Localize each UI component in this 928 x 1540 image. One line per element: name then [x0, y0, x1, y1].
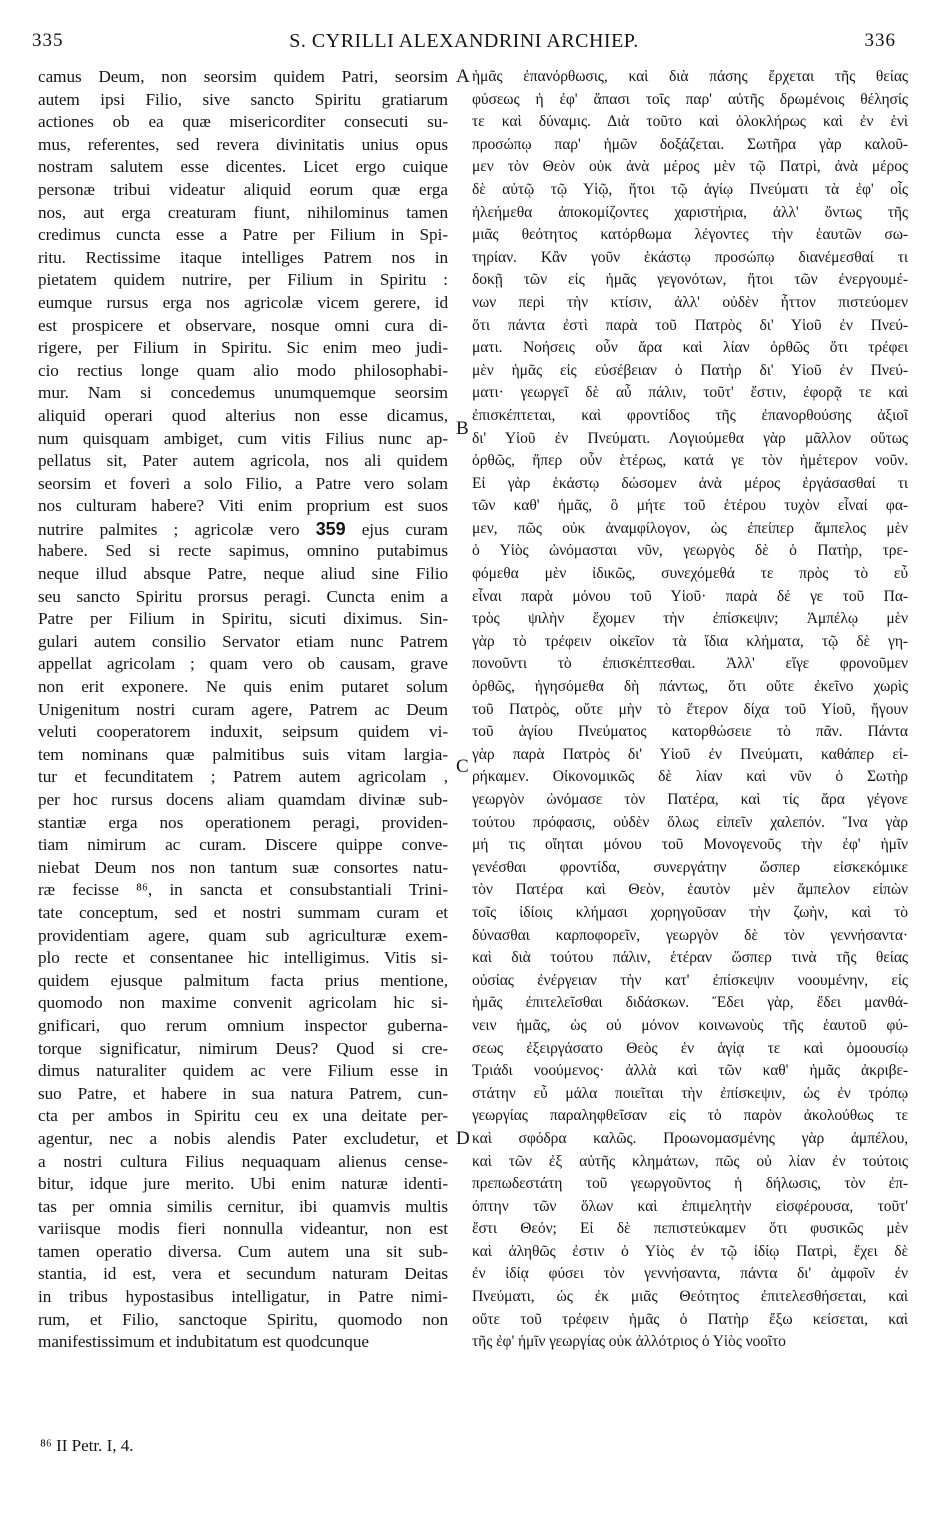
text-line: personæ tribui videatur aliquid eorum quæ erga	[38, 179, 448, 199]
text-line: μὲν ἡμᾶς εἰς εὐσέβειαν ὁ Πατὴρ δι' Υἱοῦ ἐν Πνεύ-	[472, 361, 908, 379]
text-line: a nostri cultura Filius nequaquam alienus cense-	[38, 1151, 448, 1171]
text-line: niebat Deum nos non tantum suæ consortes natu-	[38, 857, 448, 877]
text-line: cta per ambos in Spiritu ceu ex una deitate per-	[38, 1106, 448, 1126]
footnote: ⁸⁶ II Petr. I, 4.	[40, 1436, 134, 1455]
text-line: Τριάδι νοούμενος· ἀλλὰ καὶ τῶν καθ' ἡμᾶς ἀκριβε-	[472, 1062, 908, 1080]
text-line: στάτην εὖ μάλα ποιεῖται τὴν ἐπίσκεψιν, ὡς ἐν τρόπῳ	[472, 1084, 908, 1102]
text-line: προσώπῳ παρ' ἡμῶν δοξάζεται. Σωτῆρα γὰρ καλοῦ-	[472, 135, 908, 153]
text-line: γεωργίας παραληφθεῖσαν εἰς τὸ παρὸν ἀκολούθως τε	[472, 1107, 908, 1125]
text-line: tem nominans quæ palmitibus suis vitam largia-	[38, 744, 448, 764]
text-line: non erit exponere. Ne quis enim putaret solum	[38, 677, 448, 697]
text-line: γενέσθαι φροντίδα, συνεργάτην ὥσπερ εἰσκεκόμικε	[472, 858, 908, 876]
text-line: ἠλεήμεθα ἀποκομίζοντες χαριστήρια, ἀλλ' ὄντως τῆς	[472, 203, 908, 221]
greek-column	[472, 66, 908, 1354]
text-line: est prospicere et observare, nosque omni cura di-	[38, 315, 448, 335]
margin-letter-a: A	[456, 66, 470, 87]
text-line: camus Deum, non seorsim quidem Patri, seorsim	[38, 67, 448, 86]
text-line: stantia, id est, vera et secundum naturam Deitas	[38, 1264, 448, 1284]
text-line: φόμεθα μὲν ἰδικῶς, συνεχόμεθά τε πρὸς τὸ εὖ	[472, 565, 908, 583]
text-line: πρεπωδεστάτη τοῦ γεωργοῦντος ἡ δήλωσις, τὸν ἐπ-	[472, 1175, 908, 1193]
text-line: dimus naturaliter quidem ac vere Filium esse in	[38, 1061, 448, 1081]
text-line: eumque rursus erga nos agricolæ vicem gerere, id	[38, 292, 448, 312]
text-line: credimus cuncta esse a Patre per Filium in Spi-	[38, 225, 448, 245]
text-line: ὅτι πάντα ἐστὶ παρὰ τοῦ Πατρὸς δι' Υἱοῦ ἐν Πνεύ-	[472, 316, 908, 334]
text-line: Patre per Filium in Spiritu, sicuti diximus. Sin-	[38, 609, 448, 629]
text-line: γὰρ παρὰ Πατρὸς δι' Υἱοῦ ἐν Πνεύματι, καθάπερ εἰ-	[472, 745, 908, 763]
text-line: ρήκαμεν. Οἰκονομικῶς δὲ λίαν καὶ νῦν ὁ Σωτὴρ	[472, 768, 908, 786]
text-line: τοῦ Πατρὸς, οὔτε μὴν τὸ ἕτερον δίχα τοῦ Υἱοῦ, ἤγουν	[472, 700, 908, 718]
text-line: Πνεύματι, ὡς ἐκ μιᾶς Θεότητος ἐπιτελεσθήσεται, καὶ	[472, 1288, 908, 1306]
text-line: suo Patre, et habere in sua natura Patrem, cun-	[38, 1083, 448, 1103]
text-line: ματι· γεωργεῖ δὲ αὖ πάλιν, τοῦτ' ἔστιν, ἐφορᾷ τε καὶ	[472, 384, 908, 402]
text-line: οὐσίας ἐνέργειαν τὴν κατ' ἐπίσκεψιν νοουμένην, εἰς	[472, 971, 908, 989]
text-line: γὰρ τὸ τρέφειν οἰκεῖον τὰ ἴδια κλήματα, τῷ δὲ γη-	[472, 632, 908, 650]
text-line: tas per omnia similis cernitur, ibi quamvis multis	[38, 1196, 448, 1216]
margin-letter-d: D	[456, 1128, 470, 1149]
text-line: quidem ejusque palmitum facta prius mentione,	[38, 970, 448, 990]
text-line: plo recte et consentanee hic intelligimus. Vitis si-	[38, 948, 448, 968]
text-line: in tribus hypostasibus intelligatur, in Patre nimi-	[38, 1287, 448, 1307]
running-header	[26, 30, 902, 56]
text-line: quomodo non maxime convenit agricolam hic si-	[38, 993, 448, 1013]
text-line: per hoc rursus docens aliam quamdam divinæ sub-	[38, 790, 448, 809]
text-line: δι' Υἱοῦ ἐν Πνεύματι. Λογιούμεθα γὰρ μᾶλλον οὕτως	[472, 429, 908, 447]
text-line: τηρίαν. Κἂν γοῦν ἑκάστῳ προσώπῳ διανέμεσθαί τι	[472, 248, 908, 266]
text-line: ἐπισκέπτεται, καὶ φροντίδος τῆς ἐπανορθούσης ἀξιοῖ	[472, 406, 908, 424]
column-number: 359	[315, 518, 346, 539]
text-line: pietatem quidem nutrire, per Filium in Spiritu :	[38, 270, 448, 290]
text-line: μεν, πῶς οὐκ ἀναμφίλογον, ὡς ἐπείπερ ἄμπελος μὲν	[472, 519, 908, 537]
text-line: tiam nimirum ac curam. Discere quippe conve-	[38, 835, 448, 855]
text-line: gnificari, quo rerum omnium inspector guberna-	[38, 1015, 448, 1035]
text-line: μή τις οἴηται μόνου τοῦ Μονογενοῦς τὴν ἐφ' ἡμῖν	[472, 836, 908, 854]
text-line: aliquid operari quod alterius non esse dicamus,	[38, 405, 448, 425]
margin-letter-c: C	[456, 756, 469, 777]
text-line: δύνασθαι καρποφορεῖν, γεωργὸν δὲ τὸν γεννήσαντα·	[472, 926, 908, 944]
text-line: οὔτε τοῦ τρέφειν ἡμᾶς ὁ Πατὴρ ἔξω κείσεται, καὶ	[472, 1310, 908, 1328]
text-line: ὀρθῶς, ἡγησόμεθα δὴ πάντως, ὅτι οὔτε ἐκεῖνο χωρὶς	[472, 678, 908, 696]
text-line: νων περὶ τὴν κτίσιν, ἀλλ' οὐδὲν ἧττον πιστεύομεν	[472, 293, 908, 311]
text-line: ἐν ἰδίᾳ φύσει τὸν γεννήσαντα, πάντα δι' ἀμφοῖν ἐν	[472, 1265, 908, 1283]
text-line: καὶ τῶν ἐξ αὐτῆς κλημάτων, πῶς οὐ λίαν ἐν τούτοις	[472, 1152, 908, 1170]
text-line: σεως ἐξειργάσατο Θεὸς ἐν ἁγίᾳ τε καὶ ὁμοουσίῳ	[472, 1039, 908, 1057]
text-line: torque significatur, nimirum Deus? Quod si cre-	[38, 1038, 448, 1058]
text-line: εἶναι παρὰ μόνου τοῦ Υἱοῦ· παρὰ δέ γε τοῦ Πα-	[472, 587, 908, 605]
text-line: providentiam agere, quam sub agriculturæ exem-	[38, 925, 448, 945]
text-line: cio rectius longe quam alio modo philosophabi-	[38, 360, 448, 380]
text-line: καὶ σφόδρα καλῶς. Προωνομασμένης γὰρ ἀμπέλου,	[472, 1129, 908, 1147]
text-line: appellat agricolam ; quam vero ob causam, grave	[38, 654, 448, 674]
text-line: bitur, idque jure merito. Ubi enim naturæ identi-	[38, 1174, 448, 1194]
text-line: agentur, nec a nobis alendis Pater excludetur, et	[38, 1128, 448, 1148]
text-line: τῆς ἐφ' ἡμῖν γεωργίας οὐκ ἀλλότριος ὁ Υἱὸς νοοῖτο	[472, 1333, 786, 1351]
text-line: όπτην τῶν ὅλων καὶ ἐπιμελητὴν εἰσφέρουσα, τοῦτ'	[472, 1197, 908, 1215]
text-line: stantiæ erga nos operationem peragi, providen-	[38, 812, 448, 832]
text-line: δοκῇ τῶν εἰς ἡμᾶς γεγονότων, ἤτοι τῶν ἐνεργουμέ-	[472, 271, 908, 289]
text-line: τε καὶ δύναμις. Διὰ τοῦτο καὶ ὁλοκλήρως καὶ ἐν ἑνὶ	[472, 113, 908, 131]
text-line: νειν ἡμᾶς, ὡς οὐ μόνον κοινωνοὺς τῆς ἑαυτοῦ φύ-	[472, 1016, 908, 1034]
text-line: variisque modis fieri nonnulla videantur, non est	[38, 1219, 448, 1239]
text-line: rigere, per Filium in Spiritu. Sic enim meo judi-	[38, 338, 448, 358]
text-line: ἡμᾶς ἐπανόρθωσις, καὶ διὰ πάσης ἔρχεται τῆς θείας	[472, 68, 908, 85]
text-line: τοῖς ἰδίοις κλήμασι χορηγοῦσαν τὴν ζωὴν, καὶ τὸ	[472, 903, 908, 921]
latin-column	[38, 66, 448, 1354]
text-line: τούτου πρόφασις, οὐδὲν ὅλως εἰπεῖν χαλεπόν. Ἵνα γὰρ	[472, 813, 908, 831]
text-line: nostram salutem esse dicentes. Licet ergo cuique	[38, 157, 448, 177]
text-line: actiones ob ea quæ misericorditer consecuti su-	[38, 112, 448, 132]
text-line: tur et fecunditatem ; Patrem autem agricolam ,	[38, 767, 448, 787]
text-line: ritu. Rectissime itaque intelliges Patrem nos in	[38, 247, 448, 267]
text-line: veluti cooperatorem induxit, seipsum quidem vi-	[38, 722, 448, 742]
text-line: καὶ ἀληθῶς ἐστιν ὁ Υἱὸς ἐν τῷ ἰδίῳ Πατρὶ, ἔχει δὲ	[472, 1242, 908, 1260]
text-line: Unigenitum nostri curam agere, Patrem ac Deum	[38, 699, 448, 719]
text-line: ἔστι Θεόν; Εἰ δὲ πεπιστεύκαμεν ὅτι φυσικῶς μὲν	[472, 1220, 908, 1238]
text-line: tamen operatio diversa. Cum autem una sit sub-	[38, 1241, 448, 1261]
text-line: habere. Sed si recte sapimus, omnino putabimus	[38, 541, 448, 561]
margin-letter-b: B	[456, 418, 469, 439]
right-page-number: 336	[864, 30, 896, 51]
text-line: gulari autem consilio Servator etiam nunc Patrem	[38, 631, 448, 651]
text-line: τῶν καθ' ἡμᾶς, ὃ μήτε τοῦ ἑτέρου τυχὸν εἶναί φα-	[472, 497, 908, 515]
text-line: autem ipsi Filio, sive sancto Spiritu gratiarum	[38, 89, 448, 109]
text-line: φύσεως ἡ ἐφ' ἅπασι τοῖς παρ' αὐτῆς δρωμένοις θέλησίς	[472, 90, 908, 108]
text-line: τὸν Πατέρα καὶ Θεὸν, ἑαυτὸν μὲν ἄμπελον εἰπὼν	[472, 881, 908, 899]
text-line: ὀρθῶς, ἤπερ οὖν ἑτέρως, κατά γε τὸν ἡμέτερον νοῦν.	[472, 452, 908, 470]
text-line: nos, aut erga creaturam fiunt, nihilominus tamen	[38, 202, 448, 222]
text-line: ματι. Νοήσεις οὖν ἄρα καὶ λίαν ὀρθῶς ὅτι τρέφει	[472, 339, 908, 357]
text-line: tate conceptum, sed et nostri summam curam et	[38, 902, 448, 922]
text-line	[38, 518, 448, 541]
text-line: γεωργὸν ὠνόμασε τὸν Πατέρα, καὶ τίς ἄρα γέγονε	[472, 791, 908, 808]
text-segment: nutrire palmites ; agricolæ vero	[38, 519, 300, 539]
text-line: rum, et Filio, sanctoque Spiritu, quomodo non	[38, 1309, 448, 1329]
text-line: τοῦ ἁγίου Πνεύματος κατορθώσειε τὸ πᾶν. Πάντα	[472, 723, 908, 741]
text-line: καὶ διὰ τούτου πάλιν, ἑτέραν ὥσπερ τινὰ τῆς θείας	[472, 949, 908, 967]
text-line: ἡμᾶς ἐπιτελεῖσθαι διδάσκων. Ἔδει γὰρ, ἔδει μανθά-	[472, 994, 908, 1012]
text-line: δὲ αὐτῷ τῷ Υἱῷ, ἤτοι τῷ ἁγίῳ Πνεύματι τὰ ἐφ' οἷς	[472, 180, 908, 198]
text-line: pellatus sit, Pater autem agricola, nos ali quidem	[38, 451, 448, 471]
text-line: ὁ Υἱὸς ὠνόμασται νῦν, γεωργὸς δὲ ὁ Πατὴρ, τρε-	[472, 542, 908, 560]
text-line: πονοῦντι τὸ ἐπισκέπτεσθαι. Ἀλλ' εἴγε φρονοῦμεν	[472, 655, 908, 673]
text-line: manifestissimum et indubitatum est quodcunque	[38, 1332, 369, 1352]
left-page-number: 335	[32, 30, 64, 51]
text-line: nos culturam habere? Viti enim proprium est suos	[38, 496, 448, 516]
text-line: μεν τὸν Θεὸν οὐκ ἀνὰ μέρος μὲν τῷ Πατρὶ, ἀνὰ μέρος	[472, 158, 908, 176]
text-line: ræ fecisse ⁸⁶, in sancta et consubstantiali Trini-	[38, 880, 448, 900]
text-line: mus, referentes, sed revera divinitatis unius opus	[38, 134, 448, 154]
text-line: seu sancto Spiritu prorsus peragi. Cuncta enim a	[38, 586, 448, 606]
text-segment: ejus curam	[361, 519, 448, 539]
text-line: τρὸς ψιλὴν ἔχομεν τὴν ἐπίσκεψιν; Ἀμπέλῳ μὲν	[472, 610, 908, 628]
text-line: num quisquam ambiget, cum vitis Filius nunc ap-	[38, 428, 448, 448]
running-title: S. CYRILLI ALEXANDRINI ARCHIEP.	[289, 30, 639, 52]
text-line: Εἰ γὰρ ἑκάστῳ δώσομεν ἀνὰ μέρος ἐργάσασθαί τι	[472, 474, 908, 492]
text-line: μιᾶς θεότητος κατόρθωμα λέγοντες τὴν ἑαυτῶν σω-	[472, 226, 908, 244]
text-line: mur. Nam si concedemus unumquemque seorsim	[38, 383, 448, 403]
text-line: neque illud absque Patre, neque aliud sine Filio	[38, 564, 448, 584]
text-line: seorsim et foveri a solo Filio, a Patre vero solam	[38, 473, 448, 493]
